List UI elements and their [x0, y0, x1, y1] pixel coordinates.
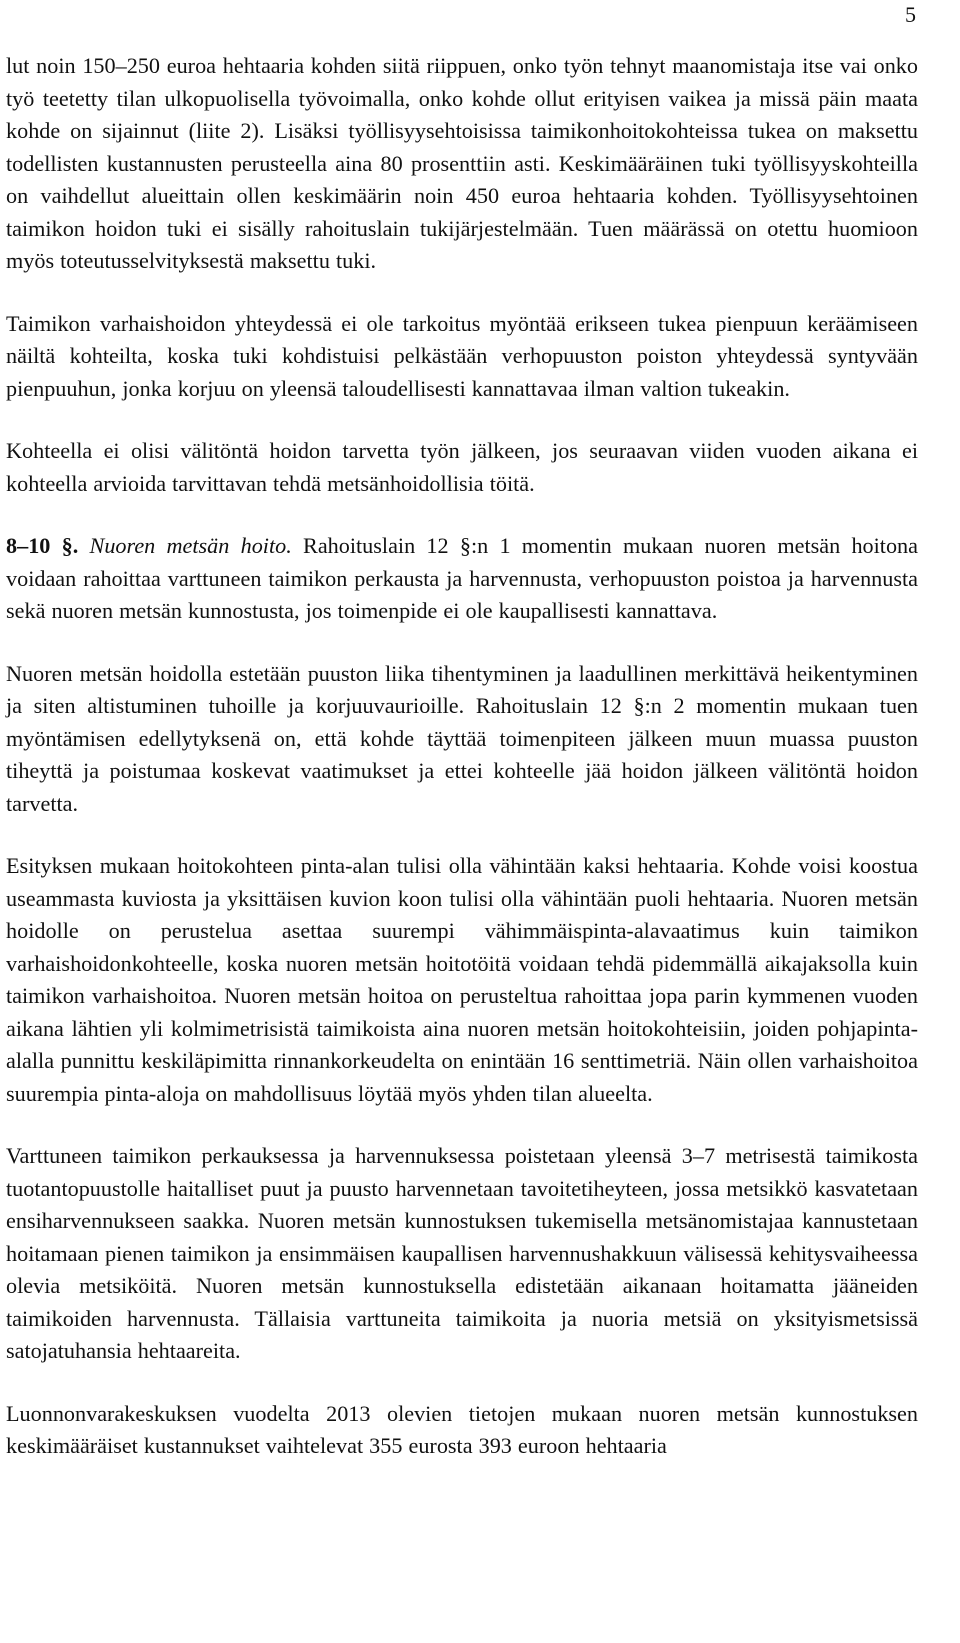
- paragraph-early-tending: Taimikon varhaishoidon yhteydessä ei ole tarkoitus myöntää erikseen tukea pienpuun keräämiseen näiltä kohteilta, koska tuki kohdistuisi pelkästään verhopuuston poiston yhteydessä syntyvään pienpuuhun, jonka korjuu on yleensä taloudellisesti kannattavaa ilman valtion tukeakin.: [6, 310, 918, 401]
- paragraph-luke-costs: Luonnonvarakeskuksen vuodelta 2013 olevien tietojen mukaan nuoren metsän kunnostuksen keskimääräiset kustannukset vaihtelevat 355 eurosta 393 euroon hehtaaria: [6, 1400, 918, 1458]
- paragraph-no-immediate-need: Kohteella ei olisi välitöntä hoidon tarvetta työn jälkeen, jos seuraavan viiden vuoden aikana ei kohteella arvioida tarvittavan tehdä metsänhoidollisia töitä.: [6, 438, 918, 496]
- paragraph-support-costs: lut noin 150–250 euroa hehtaaria kohden siitä riippuen, onko työn tehnyt maanomistaja itse vai onko työ teetetty tilan ulkopuolisella työvoimalla, onko kohde ollut erityisen vaikea ja missä päin maata kohde on sijainnut (liite 2). Lisäksi työllisyysehtoisissa taimikonhoitokohteissa tukea on maksettu todellisten kustannusten perusteella aina 80 prosenttiin asti. Keskimääräinen tuki työllisyyskohteilla on vaihdellut alueittain ollen keskimäärin noin 450 euroa hehtaaria kohden. Työllisyysehtoinen taimikon hoidon tuki ei sisälly rahoituslain tukijärjestelmään. Tuen määrässä on otettu huomioon myös toteutusselvityksestä maksettu tuki.: [6, 53, 918, 273]
- section-number: 8–10 §.: [6, 533, 79, 558]
- paragraph-thinning: Varttuneen taimikon perkauksessa ja harvennuksessa poistetaan yleensä 3–7 metrisestä taimikosta tuotantopuustolle haitalliset puut ja puusto harvennetaan tavoitetiheyteen, jossa metsikkö kasvatetaan ensiharvennukseen saakka. Nuoren metsän kunnostuksen tukemisella metsänomistajaa kannustetaan hoitamaan pienen taimikon ja ensimmäisen kaupallisen harvennushakkuun välisessä kehitysvaiheessa olevia metsiköitä. Nuoren metsän kunnostuksella edistetään aikanaan hoitamatta jääneiden taimikoiden harvennusta. Tällaisia varttuneita taimikoita ja nuoria metsiä on yksityismetsissä satojatuhansia hehtaareita.: [6, 1143, 918, 1363]
- paragraph-young-forest-section: [6, 530, 918, 628]
- section-text: Rahoituslain 12 §:n 1 momentin mukaan nuoren metsän hoitona voidaan rahoittaa varttuneen taimikon perkausta ja harvennusta, verhopuuston poistoa ja harvennusta sekä nuoren metsän kunnostusta, jos toimenpide ei ole kaupallisesti kannattava.: [6, 533, 919, 623]
- document-body: [6, 50, 918, 1463]
- page-number: 5: [905, 2, 916, 27]
- paragraph-minimum-area: Esityksen mukaan hoitokohteen pinta-alan tulisi olla vähintään kaksi hehtaaria. Kohde voisi koostua useammasta kuviosta ja yksittäisen kuvion koon tulisi olla vähintään puoli hehtaaria. Nuoren metsän hoidolle on perustelua asettaa suurempi vähimmäispinta-alavaatimus kuin taimikon varhaishoidonkohteelle, koska nuoren metsän hoitotöitä voidaan tehdä pidemmällä aikajaksolla kuin taimikon varhaishoitoa. Nuoren metsän hoitoa on perusteltua rahoittaa jopa parin kymmenen vuoden aikana lähtien yli kolmimetrisistä taimikoista aina nuoren metsän hoitokohteisiin, joiden pohjapinta-alalla punnittu keskiläpimitta rinnankorkeudelta on enintään 16 senttimetriä. Näin ollen varhaishoitoa suurempia pinta-aloja on mahdollisuus löytää myös yhden tilan alueelta.: [6, 853, 918, 1106]
- paragraph-young-forest-purpose: Nuoren metsän hoidolla estetään puuston liika tihentyminen ja laadullinen merkittävä heikentyminen ja siten altistuminen tuhoille ja korjuuvaurioille. Rahoituslain 12 §:n 2 momentin mukaan tuen myöntämisen edellytyksenä on, että kohde täyttää toimenpiteen jälkeen muun muassa puuston tiheyttä ja poistumaa koskevat vaatimukset ja ettei kohteelle jää hoidon jälkeen välitöntä hoidon tarvetta.: [6, 660, 918, 816]
- section-title: Nuoren metsän hoito.: [89, 533, 292, 558]
